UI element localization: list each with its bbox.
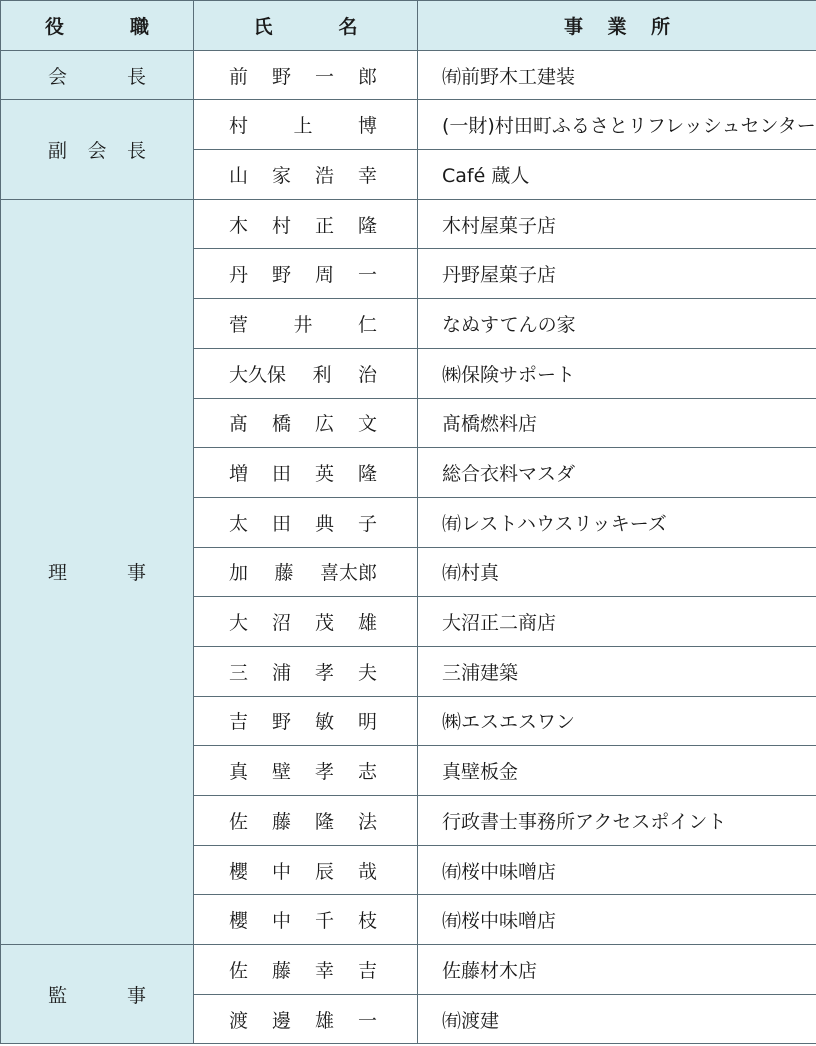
header-office — [418, 1, 816, 51]
member-name: 渡 邊 雄 一 — [229, 1009, 377, 1032]
role-label: 会 長 — [48, 65, 146, 88]
office-cell: ㈲渡建 — [418, 994, 816, 1044]
office-cell: (一財)村田町ふるさとリフレッシュセンター — [418, 100, 816, 150]
office-cell: 大沼正二商店 — [418, 597, 816, 647]
office-cell: ㈱エスエスワン — [418, 696, 816, 746]
member-name: 村 上 博 — [229, 115, 377, 138]
name-cell — [194, 150, 418, 200]
name-cell — [194, 398, 418, 448]
office-cell: 髙橋燃料店 — [418, 398, 816, 448]
role-label: 理 事 — [48, 562, 146, 585]
office-cell: 木村屋菓子店 — [418, 199, 816, 249]
member-name: 加 藤 喜太郎 — [229, 562, 377, 585]
name-cell — [194, 199, 418, 249]
member-name: 真 壁 孝 志 — [229, 761, 377, 784]
office-cell: ㈲村真 — [418, 547, 816, 597]
office-cell: ㈲桜中味噌店 — [418, 845, 816, 895]
office-cell: 佐藤材木店 — [418, 945, 816, 995]
header-name-label: 氏 名 — [253, 15, 358, 38]
member-name: 佐 藤 幸 吉 — [229, 959, 377, 982]
member-name: 櫻 中 辰 哉 — [229, 860, 377, 883]
member-name: 吉 野 敏 明 — [229, 711, 377, 734]
name-cell — [194, 746, 418, 796]
name-cell — [194, 547, 418, 597]
member-name: 大 沼 茂 雄 — [229, 612, 377, 635]
name-cell — [194, 845, 418, 895]
role-cell — [1, 945, 194, 1044]
table-row — [1, 50, 816, 100]
member-name: 木 村 正 隆 — [229, 214, 377, 237]
office-cell: ㈲レストハウスリッキーズ — [418, 497, 816, 547]
office-cell: 行政書士事務所アクセスポイント — [418, 796, 816, 846]
name-cell — [194, 696, 418, 746]
header-role-label: 役 職 — [45, 15, 149, 38]
name-cell — [194, 348, 418, 398]
header-row — [1, 1, 816, 51]
name-cell — [194, 448, 418, 498]
member-name: 太 田 典 子 — [229, 512, 377, 535]
role-label: 監 事 — [48, 984, 146, 1007]
member-name: 菅 井 仁 — [229, 313, 377, 336]
role-cell — [1, 199, 194, 944]
name-cell — [194, 597, 418, 647]
member-name: 丹 野 周 一 — [229, 264, 377, 287]
member-name: 山 家 浩 幸 — [229, 164, 377, 187]
role-cell — [1, 100, 194, 199]
member-name: 髙 橋 広 文 — [229, 413, 377, 436]
member-name: 大久保 利 治 — [229, 363, 377, 386]
name-cell — [194, 249, 418, 299]
member-name: 三 浦 孝 夫 — [229, 661, 377, 684]
office-cell: 総合衣料マスダ — [418, 448, 816, 498]
name-cell — [194, 299, 418, 349]
header-role — [1, 1, 194, 51]
office-cell: なぬすてんの家 — [418, 299, 816, 349]
name-cell — [194, 895, 418, 945]
name-cell — [194, 646, 418, 696]
office-cell: ㈱保険サポート — [418, 348, 816, 398]
name-cell — [194, 796, 418, 846]
office-cell: ㈲桜中味噌店 — [418, 895, 816, 945]
member-name: 前 野 一 郎 — [229, 65, 377, 88]
member-name: 佐 藤 隆 法 — [229, 810, 377, 833]
member-name: 櫻 中 千 枝 — [229, 910, 377, 933]
member-name: 増 田 英 隆 — [229, 463, 377, 486]
name-cell — [194, 945, 418, 995]
office-cell: 丹野屋菓子店 — [418, 249, 816, 299]
office-cell: 三浦建築 — [418, 646, 816, 696]
name-cell — [194, 994, 418, 1044]
name-cell — [194, 497, 418, 547]
table-row — [1, 199, 816, 249]
table-row — [1, 945, 816, 995]
officers-body — [1, 50, 816, 1044]
role-cell — [1, 50, 194, 100]
name-cell — [194, 100, 418, 150]
header-office-label: 事 業 所 — [564, 15, 670, 38]
office-cell: ㈲前野木工建装 — [418, 50, 816, 100]
role-label: 副 会 長 — [48, 140, 146, 163]
table-row — [1, 100, 816, 150]
header-name — [194, 1, 418, 51]
office-cell: 真壁板金 — [418, 746, 816, 796]
office-cell: Café 蔵人 — [418, 150, 816, 200]
name-cell — [194, 50, 418, 100]
